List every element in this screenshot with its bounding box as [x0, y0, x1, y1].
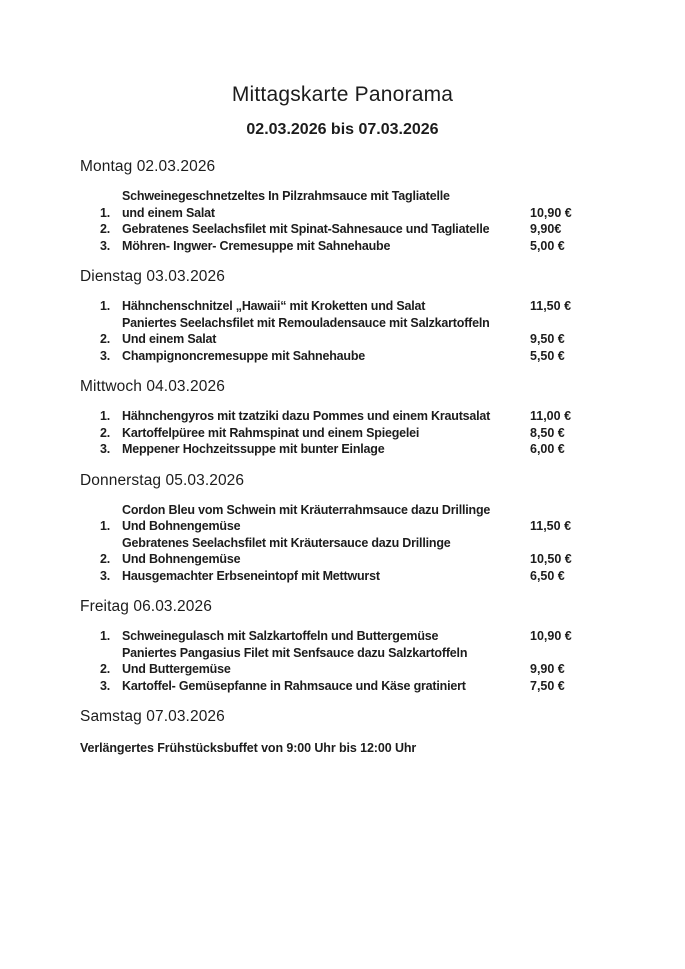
item-number: 1.: [100, 205, 111, 220]
item-description: [122, 628, 530, 645]
item-number: 1.: [100, 519, 111, 533]
item-price: 7,50 €: [530, 678, 565, 693]
item-price: 9,90€: [530, 222, 562, 236]
day-section: [0, 157, 685, 254]
item-description: [122, 535, 530, 568]
menu-item: [100, 568, 685, 585]
menu-item: [100, 221, 685, 238]
item-description: [122, 298, 530, 315]
item-price: 5,00 €: [530, 238, 565, 253]
item-number: 3.: [100, 442, 111, 456]
item-price: 5,50 €: [530, 348, 565, 363]
item-description: [122, 315, 530, 348]
item-description-line: Und einem Salat: [122, 332, 217, 346]
item-description-line: Möhren- Ingwer- Cremesuppe mit Sahnehaube: [122, 238, 391, 253]
item-price: 9,50 €: [530, 332, 565, 346]
day-heading: Dienstag 03.03.2026: [80, 268, 225, 285]
item-price: 11,50 €: [530, 519, 572, 533]
menu-item: [100, 315, 685, 348]
item-price: 10,90 €: [530, 629, 572, 643]
day-note: Verlängertes Frühstücksbuffet von 9:00 Uhr bis 12:00 Uhr: [80, 741, 417, 755]
item-description-line: Paniertes Seelachsfilet mit Remouladensauce mit Salzkartoffeln: [122, 315, 490, 330]
item-description: [122, 188, 530, 221]
item-price: 6,50 €: [530, 568, 565, 583]
item-price: 11,00 €: [530, 409, 572, 423]
item-description: [122, 441, 530, 458]
menu-item: [100, 425, 685, 442]
menu-item: [100, 502, 685, 535]
menu-item-list: [100, 502, 685, 585]
menu-item: [100, 238, 685, 255]
menu-item-list: [100, 628, 685, 694]
item-description: [122, 568, 530, 585]
item-number: 3.: [100, 568, 111, 583]
menu-item: [100, 188, 685, 221]
item-description-line: und einem Salat: [122, 205, 215, 220]
item-price: 10,90 €: [530, 205, 572, 220]
item-description-line: Meppener Hochzeitssuppe mit bunter Einlage: [122, 442, 385, 456]
menu-item: [100, 441, 685, 458]
item-description-line: Kartoffelpüree mit Rahmspinat und einem Spiegelei: [122, 425, 420, 440]
menu-item: [100, 645, 685, 678]
item-description-line: Hähnchenschnitzel „Hawaii“ mit Kroketten und Salat: [122, 299, 426, 313]
day-section: [0, 267, 685, 364]
item-description-line: Paniertes Pangasius Filet mit Senfsauce dazu Salzkartoffeln: [122, 645, 468, 660]
day-section: [0, 471, 685, 585]
item-description: [122, 645, 530, 678]
menu-item: [100, 628, 685, 645]
menu-item: [100, 298, 685, 315]
day-heading: Donnerstag 05.03.2026: [80, 471, 245, 489]
menu-days: [0, 157, 685, 757]
item-description-line: Schweinegulasch mit Salzkartoffeln und Buttergemüse: [122, 629, 439, 643]
day-section: [0, 707, 685, 757]
item-description-line: Und Bohnengemüse: [122, 552, 241, 566]
item-description: [122, 678, 530, 695]
item-price: 6,00 €: [530, 442, 565, 456]
day-section: [0, 597, 685, 694]
item-price: 8,50 €: [530, 425, 565, 440]
item-description: [122, 348, 530, 365]
item-description: [122, 238, 530, 255]
menu-item: [100, 535, 685, 568]
item-number: 1.: [100, 629, 111, 643]
menu-item-list: [100, 188, 685, 254]
menu-item-list: [100, 298, 685, 364]
menu-item: [100, 348, 685, 365]
item-description: [122, 408, 530, 425]
item-number: 1.: [100, 299, 111, 313]
item-description-line: Und Buttergemüse: [122, 662, 231, 676]
item-number: 2.: [100, 222, 111, 236]
item-description-line: Und Bohnengemüse: [122, 519, 241, 533]
item-description: [122, 502, 530, 535]
item-description-line: Cordon Bleu vom Schwein mit Kräuterrahmsauce dazu Drillinge: [122, 502, 491, 517]
item-price: 9,90 €: [530, 662, 565, 676]
item-number: 2.: [100, 425, 111, 440]
item-description-line: Hausgemachter Erbseneintopf mit Mettwurst: [122, 568, 380, 583]
item-description: [122, 425, 530, 442]
menu-item: [100, 408, 685, 425]
item-price: 11,50 €: [530, 299, 572, 313]
date-range: 02.03.2026 bis 07.03.2026: [246, 121, 439, 138]
item-description-line: Kartoffel- Gemüsepfanne in Rahmsauce und Käse gratiniert: [122, 678, 466, 693]
item-number: 3.: [100, 678, 111, 693]
day-heading: Freitag 06.03.2026: [80, 598, 212, 615]
day-heading: Mittwoch 04.03.2026: [80, 378, 225, 395]
day-heading: Samstag 07.03.2026: [80, 708, 225, 725]
item-number: 3.: [100, 348, 111, 363]
menu-item-list: [100, 408, 685, 458]
item-description: [122, 221, 530, 238]
item-description-line: Schweinegeschnetzeltes In Pilzrahmsauce mit Tagliatelle: [122, 189, 450, 203]
item-number: 2.: [100, 662, 111, 676]
item-description-line: Gebratenes Seelachsfilet mit Kräutersauce dazu Drillinge: [122, 535, 451, 550]
menu-item: [100, 678, 685, 695]
item-description-line: Gebratenes Seelachsfilet mit Spinat-Sahnesauce und Tagliatelle: [122, 222, 490, 236]
item-description-line: Hähnchengyros mit tzatziki dazu Pommes und einem Krautsalat: [122, 409, 491, 423]
day-heading: Montag 02.03.2026: [80, 158, 216, 175]
day-section: [0, 377, 685, 458]
item-number: 3.: [100, 238, 111, 253]
item-number: 1.: [100, 409, 111, 423]
page-title: Mittagskarte Panorama: [231, 83, 454, 106]
item-price: 10,50 €: [530, 552, 572, 566]
item-number: 2.: [100, 552, 111, 566]
item-description-line: Champignoncremesuppe mit Sahnehaube: [122, 348, 366, 363]
item-number: 2.: [100, 332, 111, 346]
